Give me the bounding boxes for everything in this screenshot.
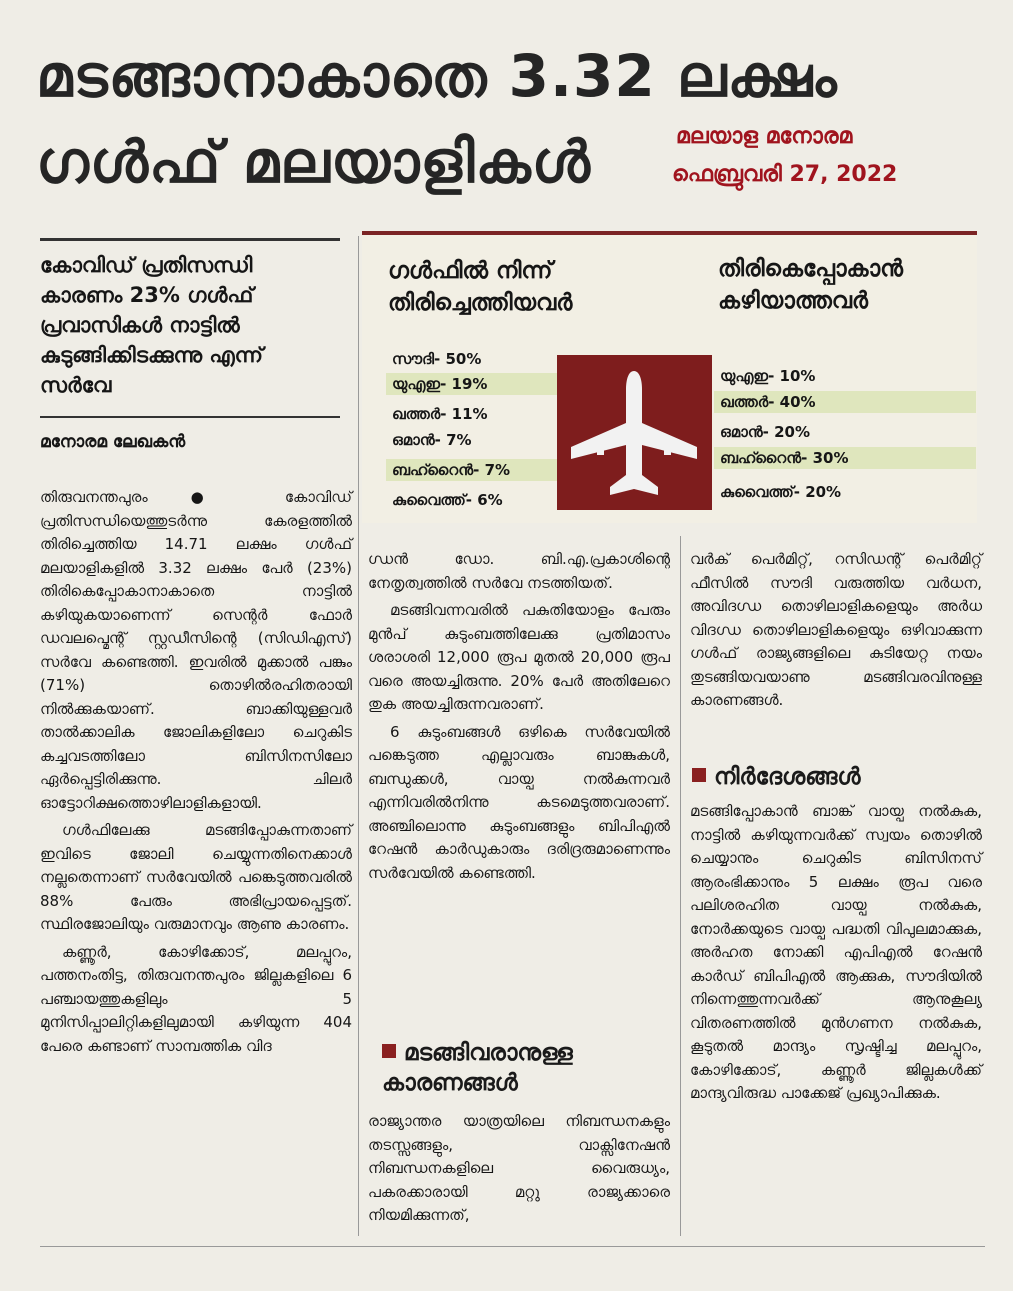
- stuck-item: കുവൈത്ത്- 20%: [720, 483, 842, 501]
- stuck-item: ഖത്തർ- 40%: [714, 391, 976, 413]
- section-marker-icon: [692, 768, 706, 782]
- suggestions-heading: [692, 762, 972, 792]
- deck-summary: കോവിഡ് പ്രതിസന്ധി കാരണം 23% ഗൾഫ് പ്രവാസികൾ നാട്ടിൽ കുടുങ്ങിക്കിടക്കുന്നു എന്ന് സർവേ: [40, 253, 264, 397]
- column-divider-1: [358, 236, 359, 1236]
- reasons-heading-text: മടങ്ങിവരാനുള്ള കാരണങ്ങൾ: [382, 1040, 573, 1096]
- returned-item: യുഎഇ- 19%: [386, 373, 558, 395]
- plane-illustration: [557, 355, 712, 510]
- byline: മനോരമ ലേഖകൻ: [40, 432, 186, 452]
- article-column-2: [368, 548, 670, 889]
- paragraph: ഗൾഫിലേക്കു മടങ്ങിപ്പോകുന്നതാണ് ഇവിടെ ജോലി ചെയ്യുന്നതിനെക്കാൾ നല്ലതെന്നാണ് സർവേയിൽ പങ്കെടുത്തവരിൽ 88% പേരും അഭിപ്രായപ്പെട്ടത്. സ്ഥിരജോലിയും വരുമാനവും ആണു കാരണം.: [40, 821, 352, 933]
- airplane-icon: [557, 355, 712, 510]
- infobox: [362, 231, 977, 523]
- paragraph: വർക് പെർമിറ്റ്, റസിഡന്റ് പെർമിറ്റ് ഫീസിൽ സൗദി വരുത്തിയ വർധന, അവിദഗ്ധ തൊഴിലാളികളെയും അർധ വിദഗ്ധ തൊഴിലാളികളെയും ഒഴിവാക്കുന്ന ഗൾഫ് രാജ്യങ്ങളിലെ കുടിയേറ്റ നയം തുടങ്ങിയവയാണു മടങ്ങിവരവിനുള്ള കാരണങ്ങൾ.: [690, 550, 982, 709]
- stuck-heading: തിരികെപ്പോകാൻ കഴിയാത്തവർ: [718, 256, 903, 314]
- paragraph: രാജ്യാന്തര യാത്രയിലെ നിബന്ധനകളും തടസ്സങ്ങളും, വാക്സിനേഷൻ നിബന്ധനകളിലെ വൈരുധ്യം, പകരക്കാരായി മറ്റു രാജ്യക്കാരെ നിയമിക്കുന്നത്,: [368, 1112, 670, 1224]
- paragraph: തിരുവനന്തപുരം ● കോവിഡ് പ്രതിസന്ധിയെത്തുടർന്നു കേരളത്തിൽ തിരിച്ചെത്തിയ 14.71 ലക്ഷം ഗൾഫ് മലയാളികളിൽ 3.32 ലക്ഷം പേർ (23%) തിരികെപ്പോകാനാകാതെ നാട്ടിൽ കഴിയുകയാണെന്ന് സെന്റർ ഫോർ ഡവലപ്മെന്റ് സ്റ്റഡീസിന്റെ (സിഡിഎസ്) സർവേ കണ്ടെത്തി. ഇവരിൽ മുക്കാൽ പങ്കും (71%) തൊഴിൽരഹിതരായി നിൽക്കുകയാണ്. ബാക്കിയുള്ളവർ താൽക്കാലിക ജോലികളിലോ ചെറുകിട കച്ചവടത്തിലോ ബിസിനസിലോ ഏർപ്പെട്ടിരിക്കുന്നു. ചിലർ ഓട്ടോറിക്ഷത്തൊഴിലാളികളായി.: [40, 488, 352, 812]
- headline-line-2: ഗൾഫ് മലയാളികൾ: [36, 128, 591, 196]
- suggestions-text: [690, 800, 982, 1110]
- returned-item: കുവൈത്ത്- 6%: [392, 491, 503, 509]
- paragraph: മടങ്ങിപ്പോകാൻ ബാങ്ക് വായ്പ നൽകുക, നാട്ടിൽ കഴിയുന്നവർക്ക് സ്വയം തൊഴിൽ ചെയ്യാനും ചെറുകിട ബിസിനസ് ആരംഭിക്കാനും 5 ലക്ഷം രൂപ വരെ പലിശരഹിത വായ്പ നൽകുക, നോർക്കയുടെ വായ്പ പദ്ധതി വിപുലമാക്കുക, അർഹത നോക്കി എപിഎൽ റേഷൻ കാർഡ് ബിപിഎൽ ആക്കുക, സൗദിയിൽ നിന്നെത്തുന്നവർക്ക് ആനുകൂല്യ വിതരണത്തിൽ മുൻഗണന നൽകുക, കൂടുതൽ മാന്ദ്യം സൃഷ്ടിച്ച മലപ്പുറം, കോഴിക്കോട്, കണ്ണൂർ ജില്ലകൾക്ക് മാന്ദ്യവിരുദ്ധ പാക്കേജ് പ്രഖ്യാപിക്കുക.: [690, 802, 982, 1102]
- reasons-text: [368, 1110, 670, 1232]
- publication-date: ഫെബ്രുവരി 27, 2022: [672, 162, 898, 187]
- stuck-item: ഒമാൻ- 20%: [720, 423, 810, 441]
- returned-item: ബഹ്റൈൻ- 7%: [386, 459, 558, 481]
- returned-item: ഒമാൻ- 7%: [392, 431, 472, 449]
- footer-rule: [40, 1246, 985, 1247]
- returned-heading: ഗൾഫിൽ നിന്ന് തിരിച്ചെത്തിയവർ: [388, 258, 573, 316]
- article-column-1: [40, 486, 352, 1062]
- headline-line-1: മടങ്ങാനാകാതെ 3.32 ലക്ഷം: [36, 42, 838, 110]
- section-marker-icon: [382, 1044, 396, 1058]
- stuck-item: യുഎഇ- 10%: [720, 367, 816, 385]
- paragraph: മടങ്ങിവന്നവരിൽ പകുതിയോളം പേരും മുൻപ് കുടുംബത്തിലേക്കു പ്രതിമാസം ശരാശരി 12,000 രൂപ മുതൽ 20,000 രൂപ വരെ അയച്ചിരുന്നു. 20% പേർ അതിലേറെ തുക അയച്ചിരുന്നവരാണ്.: [368, 601, 670, 713]
- paragraph: കണ്ണൂർ, കോഴിക്കോട്, മലപ്പുറം, പത്തനംതിട്ട, തിരുവനന്തപുരം ജില്ലകളിലെ 6 പഞ്ചായത്തുകളിലും 5 മുനിസിപ്പാലിറ്റികളിലുമായി കഴിയുന്ന 404 പേരെ കണ്ടാണ് സാമ്പത്തിക വിദ: [40, 942, 352, 1055]
- newspaper-name: മലയാള മനോരമ: [676, 124, 853, 149]
- stuck-item: ബഹ്റൈൻ- 30%: [714, 447, 976, 469]
- article-column-3: [690, 548, 982, 717]
- paragraph: ഗ്ധൻ ഡോ. ബി.എ.പ്രകാശിന്റെ നേതൃത്വത്തിൽ സർവേ നടത്തിയത്.: [368, 550, 670, 592]
- returned-item: സൗദി- 50%: [392, 350, 482, 368]
- infobox-top-rule: [362, 231, 977, 235]
- reasons-heading: [382, 1038, 642, 1098]
- deck-top-rule: [40, 238, 340, 241]
- returned-item: ഖത്തർ- 11%: [392, 405, 488, 423]
- suggestions-heading-text: നിർദേശങ്ങൾ: [714, 764, 861, 790]
- byline-rule: [40, 416, 340, 418]
- column-divider-2: [680, 536, 681, 1236]
- paragraph: 6 കുടുംബങ്ങൾ ഒഴികെ സർവേയിൽ പങ്കെടുത്ത എല്ലാവരും ബാങ്കുകൾ, ബന്ധുക്കൾ, വായ്പ നൽകുന്നവർ എന്നിവരിൽനിന്നു കടമെടുത്തവരാണ്. അഞ്ചിലൊന്നു കുടുംബങ്ങളും ബിപിഎൽ റേഷൻ കാർഡുകാരും ദരിദ്രരുമാണെന്നും സർവേയിൽ കണ്ടെത്തി.: [368, 722, 670, 882]
